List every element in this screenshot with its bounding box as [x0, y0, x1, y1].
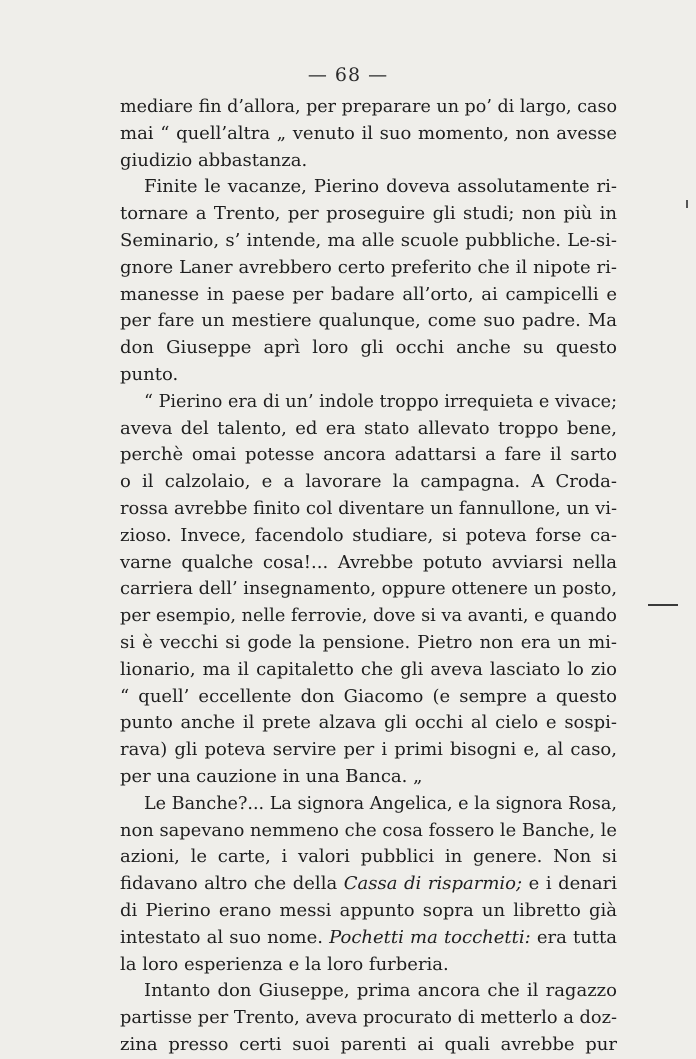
text-line: per fare un mestiere qualunque, come suo padre. Ma [120, 310, 617, 332]
text-line: di Pierino erano messi appunto sopra un libretto già [120, 899, 617, 921]
paragraph-start-line: Intanto don Giuseppe, prima ancora che il ragazzo [144, 980, 617, 1002]
italic-segment: Pochetti ma tocchetti: [329, 926, 531, 948]
text-line: mediare fin d’allora, per preparare un po’ di largo, caso [120, 96, 618, 117]
body-text [120, 94, 617, 1059]
text-line: aveva del talento, ed era stato allevato troppo bene, [120, 417, 617, 439]
text-line: don Giuseppe aprì loro gli occhi anche su questo [120, 337, 617, 359]
text-line: non sapevano nemmeno che cosa fossero le Banche, le [120, 819, 617, 841]
text-line: lionario, ma il capitaletto che gli aveva lasciato lo zio [120, 658, 617, 680]
text-line: azioni, le carte, i valori pubblici in genere. Non si [120, 846, 617, 868]
text-line-mixed [120, 925, 617, 952]
text-line: Seminario, s’ intende, ma alle scuole pubbliche. Le-si- [120, 229, 617, 251]
text-line: per esempio, nelle ferrovie, dove si va avanti, e quando [120, 605, 617, 627]
text-line: perchè omai potesse ancora adattarsi a fare il sarto [120, 444, 617, 466]
text-line: rossa avrebbe finito col diventare un fannullone, un vi- [120, 497, 618, 519]
margin-dash-mark [648, 604, 678, 606]
italic-segment: Cassa di risparmio; [343, 873, 523, 895]
text-line-mixed [120, 871, 617, 898]
paragraph-start-line: Finite le vacanze, Pierino doveva assolutamente ri- [144, 176, 617, 198]
text-line: o il calzolaio, e a lavorare la campagna. A Croda- [120, 471, 617, 493]
text-line: tornare a Trento, per proseguire gli studi; non più in [120, 203, 617, 225]
text-line: mai “ quell’altra „ venuto il suo momento, non avesse [120, 122, 617, 144]
text-line: punto anche il prete alzava gli occhi al cielo e sospi- [120, 712, 617, 734]
text-segment: era tutta [530, 926, 617, 948]
text-line: “ quell’ eccellente don Giacomo (e sempre a questo [120, 685, 617, 707]
page-number: — 68 — [307, 64, 389, 86]
text-line: si è vecchi si gode la pensione. Pietro non era un mi- [120, 631, 617, 653]
text-line: per una cauzione in una Banca. „ [120, 765, 423, 787]
text-line: carriera dell’ insegnamento, oppure ottenere un posto, [120, 578, 617, 600]
text-segment: fidavano altro che della [120, 873, 344, 895]
text-segment: e i denari [522, 873, 617, 895]
text-line: gnore Laner avrebbero certo preferito che il nipote ri- [120, 256, 617, 278]
text-line: punto. [120, 363, 179, 385]
paper-speck [686, 200, 688, 208]
text-line: manesse in paese per badare all’orto, ai campicelli e [120, 283, 617, 305]
text-line: giudizio abbastanza. [120, 149, 308, 171]
text-segment: intestato al suo nome. [120, 926, 330, 948]
paragraph-start-line: Le Banche?... La signora Angelica, e la signora Rosa, [144, 792, 617, 814]
text-line: la loro esperienza e la loro furberia. [120, 953, 449, 975]
text-line: zioso. Invece, facendolo studiare, si poteva forse ca- [120, 524, 617, 546]
paragraph-start-line: “ Pierino era di un’ indole troppo irrequieta e vivace; [144, 390, 618, 412]
text-line: partisse per Trento, aveva procurato di metterlo a doz- [120, 1007, 617, 1029]
text-line: varne qualche cosa!... Avrebbe potuto avviarsi nella [120, 551, 617, 573]
text-line: rava) gli poteva servire per i primi bisogni e, al caso, [120, 739, 617, 761]
text-line: zina presso certi suoi parenti ai quali avrebbe pur [120, 1033, 617, 1055]
